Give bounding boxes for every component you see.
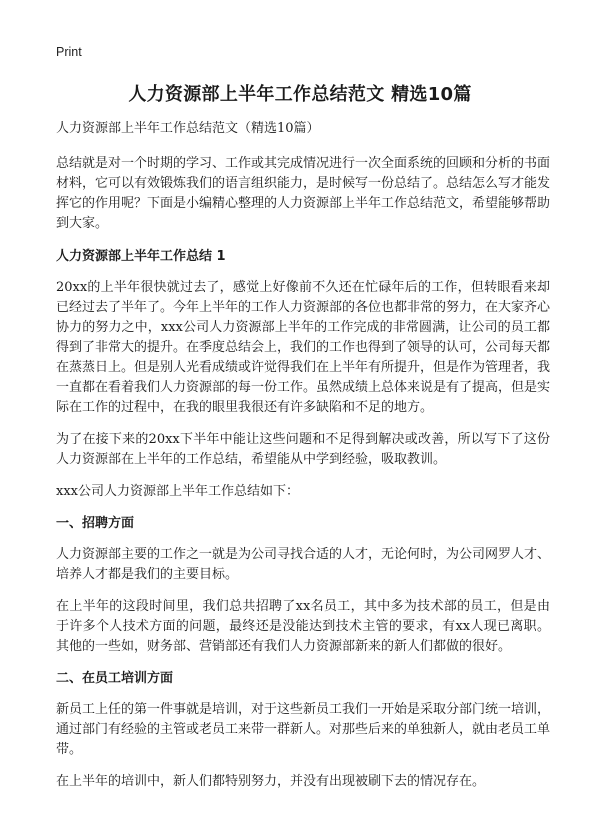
page-title: 人力资源部上半年工作总结范文 精选10篇 (128, 84, 472, 105)
paragraph-purpose: 为了在接下来的20xx下半年中能让这些问题和不足得到解决或改善，所以写下了这份人力资源部在上半年的工作总结，希望能从中学到经验，吸取教训。 (56, 432, 550, 467)
paragraph-recruitment-goal: 人力资源部主要的工作之一就是为公司寻找合适的人才，无论何时，为公司网罗人才、培养人才都是我们的主要目标。 (56, 547, 551, 582)
paragraph-training-method: 新员工上任的第一件事就是培训，对于这些新员工我们一开始是采取分部门统一培训，通过部门有经验的主管或老员工来带一群新人。对那些后来的单独新人，就由老员工单带。 (56, 702, 551, 757)
paragraph-overview: 20xx的上半年很快就过去了，感觉上好像前不久还在忙碌年后的工作，但转眼看来却已经过去了半年了。今年上半年的工作人力资源部的各位也都非常的努力，在大家齐心协力的努力之中，xxx公司人力资源部上半年的工作完成的非常圆满，让公司的员工都得到了非常大的提升。在季度总结会上，我们的工作也得到了领导的认可，公司每天都在蒸蒸日上。但是别人光看成绩或许觉得我们在上半年有所提升，但是作为管理者，我一直都在看着我们人力资源部的每一份工作。虽然成绩上总体来说是有了提高，但是实际在工作的过程中，在我的眼里我很还有许多缺陷和不足的地方。 (56, 280, 551, 415)
paragraph-recruitment-detail: 在上半年的这段时间里，我们总共招聘了xx名员工，其中多为技术部的员工，但是由于许多个人技术方面的问题，最终还是没能达到技术主管的要求，有xx人现已离职。其他的一些如，财务部、营销部还有我们人力资源部新来的新人们都做的很好。 (56, 599, 550, 654)
section-heading-recruitment: 一、招聘方面 (56, 516, 135, 531)
print-link[interactable]: Print (56, 45, 82, 59)
paragraph-training-result: 在上半年的培训中，新人们都特别努力，并没有出现被刷下去的情况存在。 (56, 774, 486, 789)
paragraph-summary-intro: xxx公司人力资源部上半年工作总结如下： (56, 484, 299, 499)
document-body (56, 119, 550, 804)
document-subtitle: 人力资源部上半年工作总结范文（精选10篇） (56, 121, 320, 136)
intro-paragraph: 总结就是对一个时期的学习、工作或其完成情况进行一次全面系统的回顾和分析的书面材料，它可以有效锻炼我们的语言组织能力，是时候写一份总结了。总结怎么写才能发挥它的作用呢？下面是小编精心整理的人力资源部上半年工作总结范文，希望能够帮助到大家。 (56, 156, 551, 231)
section-heading-summary-1: 人力资源部上半年工作总结 1 (56, 249, 226, 264)
section-heading-training: 二、在员工培训方面 (56, 671, 174, 686)
